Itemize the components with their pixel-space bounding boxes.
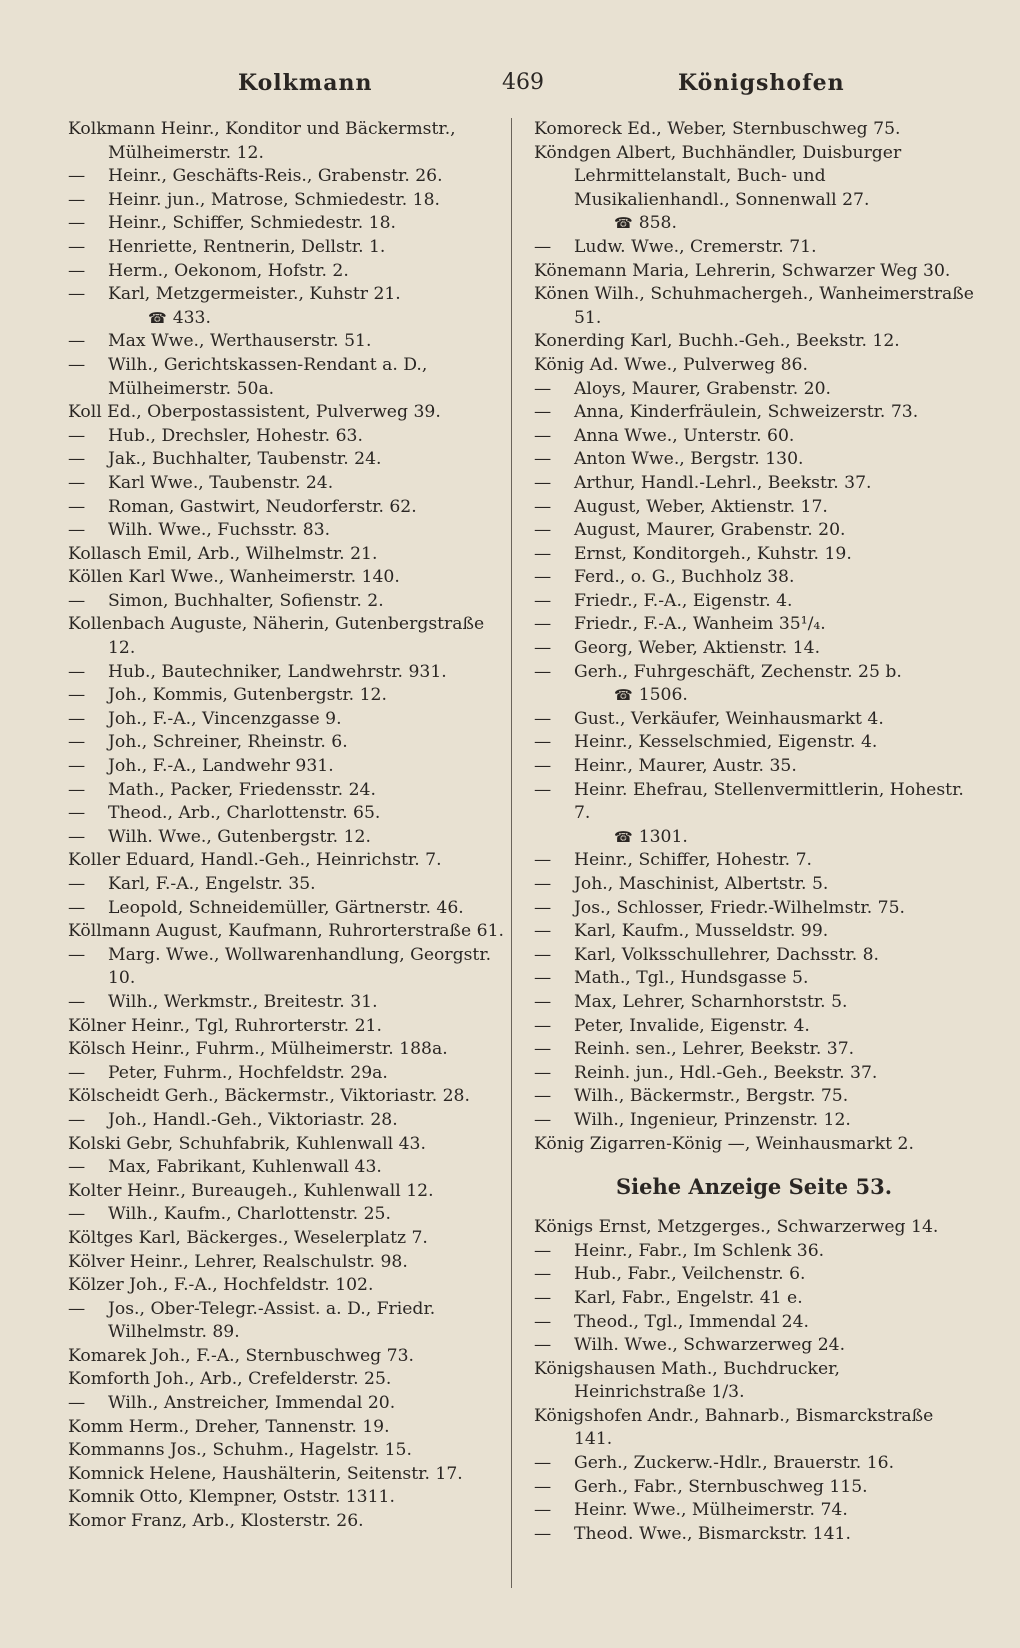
directory-entry [68, 1085, 508, 1109]
directory-entry [68, 330, 508, 354]
directory-entry [68, 118, 508, 165]
entry-text: Kolski Gebr, Schuhfabrik, Kuhlenwall 43. [68, 1133, 426, 1154]
header-right-keyword: Königshofen [678, 70, 845, 96]
directory-entry [534, 401, 974, 425]
directory-entry [68, 920, 508, 944]
entry-text: Kolkmann Heinr., Konditor und Bäckermstr., Mülheimerstr. 12. [68, 119, 456, 163]
entry-text: Henriette, Rentnerin, Dellstr. 1. [108, 236, 386, 257]
directory-entry [68, 448, 508, 472]
directory-entry [68, 236, 508, 260]
entry-text: Joh., Kommis, Gutenbergstr. 12. [108, 685, 387, 706]
directory-entry [68, 1416, 508, 1440]
entry-text: Hub., Bautechniker, Landwehrstr. 931. [108, 661, 447, 682]
entry-text: Könen Wilh., Schuhmachergeh., Wanheimerstraße 51. [534, 284, 974, 328]
entry-text: Köndgen Albert, Buchhändler, Duisburger Lehrmittelanstalt, Buch- und Musikalienhandl., Sonnenwall 27. [534, 142, 902, 210]
entry-text: Komarek Joh., F.-A., Sternbuschweg 73. [68, 1345, 414, 1366]
directory-entry [534, 1405, 974, 1452]
directory-entry [68, 1015, 508, 1039]
directory-entry [68, 1463, 508, 1487]
entry-text: König Zigarren-König —, Weinhausmarkt 2. [534, 1133, 914, 1154]
directory-entry [68, 849, 508, 873]
directory-entry [534, 354, 974, 378]
directory-entry [68, 165, 508, 189]
entry-text: Heinr., Schiffer, Hohestr. 7. [574, 850, 813, 871]
entry-text: Heinr., Maurer, Austr. 35. [574, 756, 797, 777]
entry-text: Friedr., F.-A., Wanheim 35¹/₄. [574, 614, 826, 635]
directory-entry [534, 1311, 974, 1335]
entry-text: Wilh., Werkmstr., Breitestr. 31. [108, 991, 378, 1012]
directory-entry [68, 212, 508, 236]
directory-entry [534, 1038, 974, 1062]
column-divider [511, 118, 512, 1588]
entry-text: Ludw. Wwe., Cremerstr. 71. [574, 236, 817, 257]
directory-entry [534, 543, 974, 567]
entry-text: Math., Packer, Friedensstr. 24. [108, 779, 376, 800]
entry-text: Komnick Helene, Haushälterin, Seitenstr. 17. [68, 1463, 463, 1484]
entry-text: Königshausen Math., Buchdrucker, Heinrichstraße 1/3. [534, 1358, 840, 1403]
directory-entry [68, 1109, 508, 1133]
directory-entry [68, 401, 508, 425]
entry-text: Kölner Heinr., Tgl, Ruhrorterstr. 21. [68, 1015, 382, 1036]
entry-text: Költges Karl, Bäckerges., Weselerplatz 7. [68, 1227, 428, 1248]
entry-text: Wilh., Anstreicher, Immendal 20. [108, 1393, 396, 1414]
directory-entry [68, 991, 508, 1015]
directory-entry [68, 543, 508, 567]
entry-text: Heinr. Ehefrau, Stellenvermittlerin, Hohestr. 7. [574, 779, 964, 824]
directory-entry [68, 944, 508, 991]
entry-text: Wilh., Kaufm., Charlottenstr. 25. [108, 1204, 391, 1225]
directory-entry [534, 1523, 974, 1547]
directory-entry [68, 1133, 508, 1157]
directory-entry [534, 1334, 974, 1358]
entry-text: Anna, Kinderfräulein, Schweizerstr. 73. [574, 402, 919, 423]
entry-text: Königs Ernst, Metzgerges., Schwarzerweg 14. [534, 1217, 939, 1238]
telephone-number: ☎ 1301. [574, 826, 974, 850]
entry-text: Heinr. Wwe., Mülheimerstr. 74. [574, 1500, 848, 1521]
directory-entry [534, 1133, 974, 1157]
entry-text: Aloys, Maurer, Grabenstr. 20. [574, 378, 832, 399]
directory-entry [534, 378, 974, 402]
directory-entry [534, 1452, 974, 1476]
entry-text: Hub., Fabr., Veilchenstr. 6. [574, 1264, 806, 1285]
directory-entry [68, 1368, 508, 1392]
directory-entry [534, 236, 974, 260]
entry-text: Kolter Heinr., Bureaugeh., Kuhlenwall 12. [68, 1180, 434, 1201]
entry-text: Wilh. Wwe., Schwarzerweg 24. [574, 1335, 846, 1356]
entry-text: Roman, Gastwirt, Neudorferstr. 62. [108, 496, 417, 517]
entry-text: Gerh., Zuckerw.-Hdlr., Brauerstr. 16. [574, 1453, 895, 1474]
directory-entry [68, 1062, 508, 1086]
entry-text: Reinh. sen., Lehrer, Beekstr. 37. [574, 1039, 855, 1060]
entry-text: Jak., Buchhalter, Taubenstr. 24. [108, 449, 382, 470]
entry-text: Simon, Buchhalter, Sofienstr. 2. [108, 590, 384, 611]
entry-text: Karl, F.-A., Engelstr. 35. [108, 874, 316, 894]
directory-entry [68, 613, 508, 660]
directory-entry [68, 1486, 508, 1510]
telephone-number: ☎ 433. [108, 307, 508, 331]
directory-entry [534, 897, 974, 921]
directory-entry [534, 991, 974, 1015]
right-column [534, 118, 974, 1546]
entry-text: Ernst, Konditorgeh., Kuhstr. 19. [574, 543, 852, 564]
directory-entry [534, 873, 974, 897]
advertisement-reference: Siehe Anzeige Seite 53. [615, 1174, 893, 1200]
directory-entry [534, 566, 974, 590]
entry-text: Hub., Drechsler, Hohestr. 63. [108, 425, 363, 446]
directory-entry [68, 1510, 508, 1534]
entry-text: Komforth Joh., Arb., Crefelderstr. 25. [68, 1369, 392, 1390]
directory-entry [534, 1499, 974, 1523]
directory-entry [68, 496, 508, 520]
entry-text: Ferd., o. G., Buchholz 38. [574, 567, 795, 588]
entry-text: Komm Herm., Dreher, Tannenstr. 19. [68, 1416, 390, 1437]
directory-entry [534, 967, 974, 991]
entry-text: Anton Wwe., Bergstr. 130. [574, 449, 804, 470]
directory-entry [68, 897, 508, 921]
directory-entry [68, 731, 508, 755]
directory-entry [68, 1227, 508, 1251]
directory-entry [68, 684, 508, 708]
directory-entry [68, 1345, 508, 1369]
entry-text: Gerh., Fuhrgeschäft, Zechenstr. 25 b. [574, 661, 902, 682]
directory-entry [68, 354, 508, 401]
entry-text: Jos., Ober-Telegr.-Assist. a. D., Friedr. Wilhelmstr. 89. [108, 1298, 436, 1343]
entry-text: Karl, Fabr., Engelstr. 41 e. [574, 1287, 803, 1308]
directory-entry [534, 1476, 974, 1500]
entry-text: Heinr., Geschäfts-Reis., Grabenstr. 26. [108, 166, 443, 187]
entry-text: Gust., Verkäufer, Weinhausmarkt 4. [574, 708, 884, 729]
directory-entry [68, 826, 508, 850]
entry-text: August, Weber, Aktienstr. 17. [574, 496, 828, 517]
entry-text: Kollasch Emil, Arb., Wilhelmstr. 21. [68, 543, 378, 564]
entry-text: Wilh. Wwe., Gutenbergstr. 12. [108, 826, 371, 847]
directory-entry [68, 779, 508, 803]
entry-text: Math., Tgl., Hundsgasse 5. [574, 968, 809, 989]
entry-text: Max, Lehrer, Scharnhorststr. 5. [574, 991, 848, 1012]
directory-entry [68, 425, 508, 449]
directory-entry [534, 283, 974, 330]
directory-entry [534, 260, 974, 284]
entry-text: Köllen Karl Wwe., Wanheimerstr. 140. [68, 567, 400, 588]
entry-text: Kölzer Joh., F.-A., Hochfeldstr. 102. [68, 1275, 374, 1296]
entry-text: Konerding Karl, Buchh.-Geh., Beekstr. 12. [534, 331, 900, 352]
entry-text: Heinr., Fabr., Im Schlenk 36. [574, 1240, 825, 1261]
directory-entry [534, 496, 974, 520]
entry-text: Wilh., Gerichtskassen-Rendant a. D., Mülheimerstr. 50a. [108, 354, 428, 399]
directory-entry [68, 189, 508, 213]
entry-text: Koller Eduard, Handl.-Geh., Heinrichstr. 7. [68, 850, 442, 871]
directory-entry [68, 1392, 508, 1416]
directory-entry [534, 755, 974, 779]
entry-text: Max Wwe., Werthauserstr. 51. [108, 331, 372, 352]
entry-text: Peter, Fuhrm., Hochfeldstr. 29a. [108, 1062, 388, 1083]
entry-text: Komnik Otto, Klempner, Oststr. 1311. [68, 1487, 395, 1508]
entry-text: Peter, Invalide, Eigenstr. 4. [574, 1015, 810, 1036]
directory-entry [534, 472, 974, 496]
directory-entry [68, 1274, 508, 1298]
directory-entry [68, 873, 508, 897]
entry-text: Heinr., Schiffer, Schmiedestr. 18. [108, 213, 396, 234]
directory-entry [68, 590, 508, 614]
entry-text: Joh., Maschinist, Albertstr. 5. [574, 874, 829, 894]
entry-text: Köllmann August, Kaufmann, Ruhrorterstraße 61. [68, 921, 504, 942]
entry-text: Wilh. Wwe., Fuchsstr. 83. [108, 520, 331, 541]
entry-text: Theod., Arb., Charlottenstr. 65. [108, 803, 381, 824]
left-column [68, 118, 508, 1534]
directory-entry [534, 519, 974, 543]
entry-text: Kommanns Jos., Schuhm., Hagelstr. 15. [68, 1440, 412, 1461]
entry-text: Reinh. jun., Hdl.-Geh., Beekstr. 37. [574, 1062, 878, 1083]
directory-entry [68, 1038, 508, 1062]
directory-entry [534, 448, 974, 472]
entry-text: Königshofen Andr., Bahnarb., Bismarckstraße 141. [534, 1405, 934, 1450]
entry-text: Joh., F.-A., Vincenzgasse 9. [108, 708, 342, 729]
directory-entry [68, 519, 508, 543]
directory-entry [534, 731, 974, 755]
directory-entry [534, 425, 974, 449]
header-left-keyword: Kolkmann [238, 70, 373, 96]
entry-text: Komoreck Ed., Weber, Sternbuschweg 75. [534, 119, 901, 139]
directory-entry [534, 1216, 974, 1240]
entry-text: Karl, Volksschullehrer, Dachsstr. 8. [574, 944, 880, 965]
directory-entry [68, 472, 508, 496]
directory-entry [68, 1180, 508, 1204]
entry-text: Joh., Handl.-Geh., Viktoriastr. 28. [108, 1109, 398, 1130]
entry-text: Theod. Wwe., Bismarckstr. 141. [574, 1523, 851, 1544]
directory-entry [534, 590, 974, 614]
entry-text: Kölver Heinr., Lehrer, Realschulstr. 98. [68, 1251, 408, 1272]
entry-text: Friedr., F.-A., Eigenstr. 4. [574, 590, 793, 611]
entry-text: Wilh., Bäckermstr., Bergstr. 75. [574, 1086, 849, 1107]
directory-entry [534, 779, 974, 850]
directory-entry [534, 661, 974, 708]
directory-entry [534, 849, 974, 873]
entry-text: König Ad. Wwe., Pulverweg 86. [534, 354, 808, 375]
directory-entry [534, 330, 974, 354]
directory-entry [68, 1439, 508, 1463]
telephone-number: ☎ 858. [574, 212, 974, 236]
directory-entry [68, 661, 508, 685]
running-header [68, 62, 960, 102]
directory-entry [68, 566, 508, 590]
entry-text: Kölscheidt Gerh., Bäckermstr., Viktoriastr. 28. [68, 1086, 470, 1107]
entry-text: Könemann Maria, Lehrerin, Schwarzer Weg 30. [534, 260, 951, 281]
directory-entry [534, 1109, 974, 1133]
directory-entry [534, 1062, 974, 1086]
telephone-number: ☎ 1506. [574, 684, 974, 708]
directory-entry [534, 920, 974, 944]
directory-entry [68, 1156, 508, 1180]
entry-text: Georg, Weber, Aktienstr. 14. [574, 638, 821, 659]
entry-text: Karl, Metzgermeister., Kuhstr 21. [108, 284, 401, 305]
entry-text: Joh., F.-A., Landwehr 931. [108, 756, 334, 777]
entry-text: Leopold, Schneidemüller, Gärtnerstr. 46. [108, 897, 464, 918]
entry-text: Heinr., Kesselschmied, Eigenstr. 4. [574, 732, 878, 753]
entry-text: Kollenbach Auguste, Näherin, Gutenbergstraße 12. [68, 614, 485, 659]
entry-text: Jos., Schlosser, Friedr.-Wilhelmstr. 75. [574, 897, 906, 918]
entry-text: Theod., Tgl., Immendal 24. [574, 1311, 809, 1332]
entry-text: Heinr. jun., Matrose, Schmiedestr. 18. [108, 189, 440, 210]
directory-entry [534, 637, 974, 661]
entry-text: Kölsch Heinr., Fuhrm., Mülheimerstr. 188a. [68, 1039, 448, 1060]
directory-entry [534, 613, 974, 637]
directory-entry [68, 755, 508, 779]
directory-entry [534, 1240, 974, 1264]
entry-text: August, Maurer, Grabenstr. 20. [574, 520, 846, 541]
directory-entry [534, 708, 974, 732]
directory-entry [534, 1287, 974, 1311]
entry-text: Koll Ed., Oberpostassistent, Pulverweg 39. [68, 402, 441, 423]
directory-entry [68, 1251, 508, 1275]
directory-entry [534, 142, 974, 236]
entry-text: Karl Wwe., Taubenstr. 24. [108, 472, 334, 493]
directory-entry [534, 1358, 974, 1405]
directory-entry [68, 802, 508, 826]
entry-text: Gerh., Fabr., Sternbuschweg 115. [574, 1476, 868, 1497]
page-number: 469 [502, 70, 544, 95]
directory-entry [534, 118, 974, 142]
directory-entry [68, 260, 508, 284]
entry-text: Joh., Schreiner, Rheinstr. 6. [108, 732, 348, 753]
directory-entry [68, 708, 508, 732]
directory-entry [534, 1085, 974, 1109]
entry-text: Karl, Kaufm., Musseldstr. 99. [574, 921, 829, 942]
directory-entry [68, 1203, 508, 1227]
directory-entry [534, 944, 974, 968]
entry-text: Marg. Wwe., Wollwarenhandlung, Georgstr. 10. [108, 944, 492, 989]
directory-entry [68, 283, 508, 330]
entry-text: Herm., Oekonom, Hofstr. 2. [108, 260, 349, 281]
entry-text: Wilh., Ingenieur, Prinzenstr. 12. [574, 1109, 851, 1130]
directory-entry [534, 1015, 974, 1039]
entry-text: Komor Franz, Arb., Klosterstr. 26. [68, 1511, 364, 1532]
entry-text: Arthur, Handl.-Lehrl., Beekstr. 37. [574, 472, 872, 493]
entry-text: Max, Fabrikant, Kuhlenwall 43. [108, 1157, 382, 1178]
entry-text: Anna Wwe., Unterstr. 60. [574, 425, 795, 446]
directory-entry [68, 1298, 508, 1345]
directory-entry [534, 1263, 974, 1287]
